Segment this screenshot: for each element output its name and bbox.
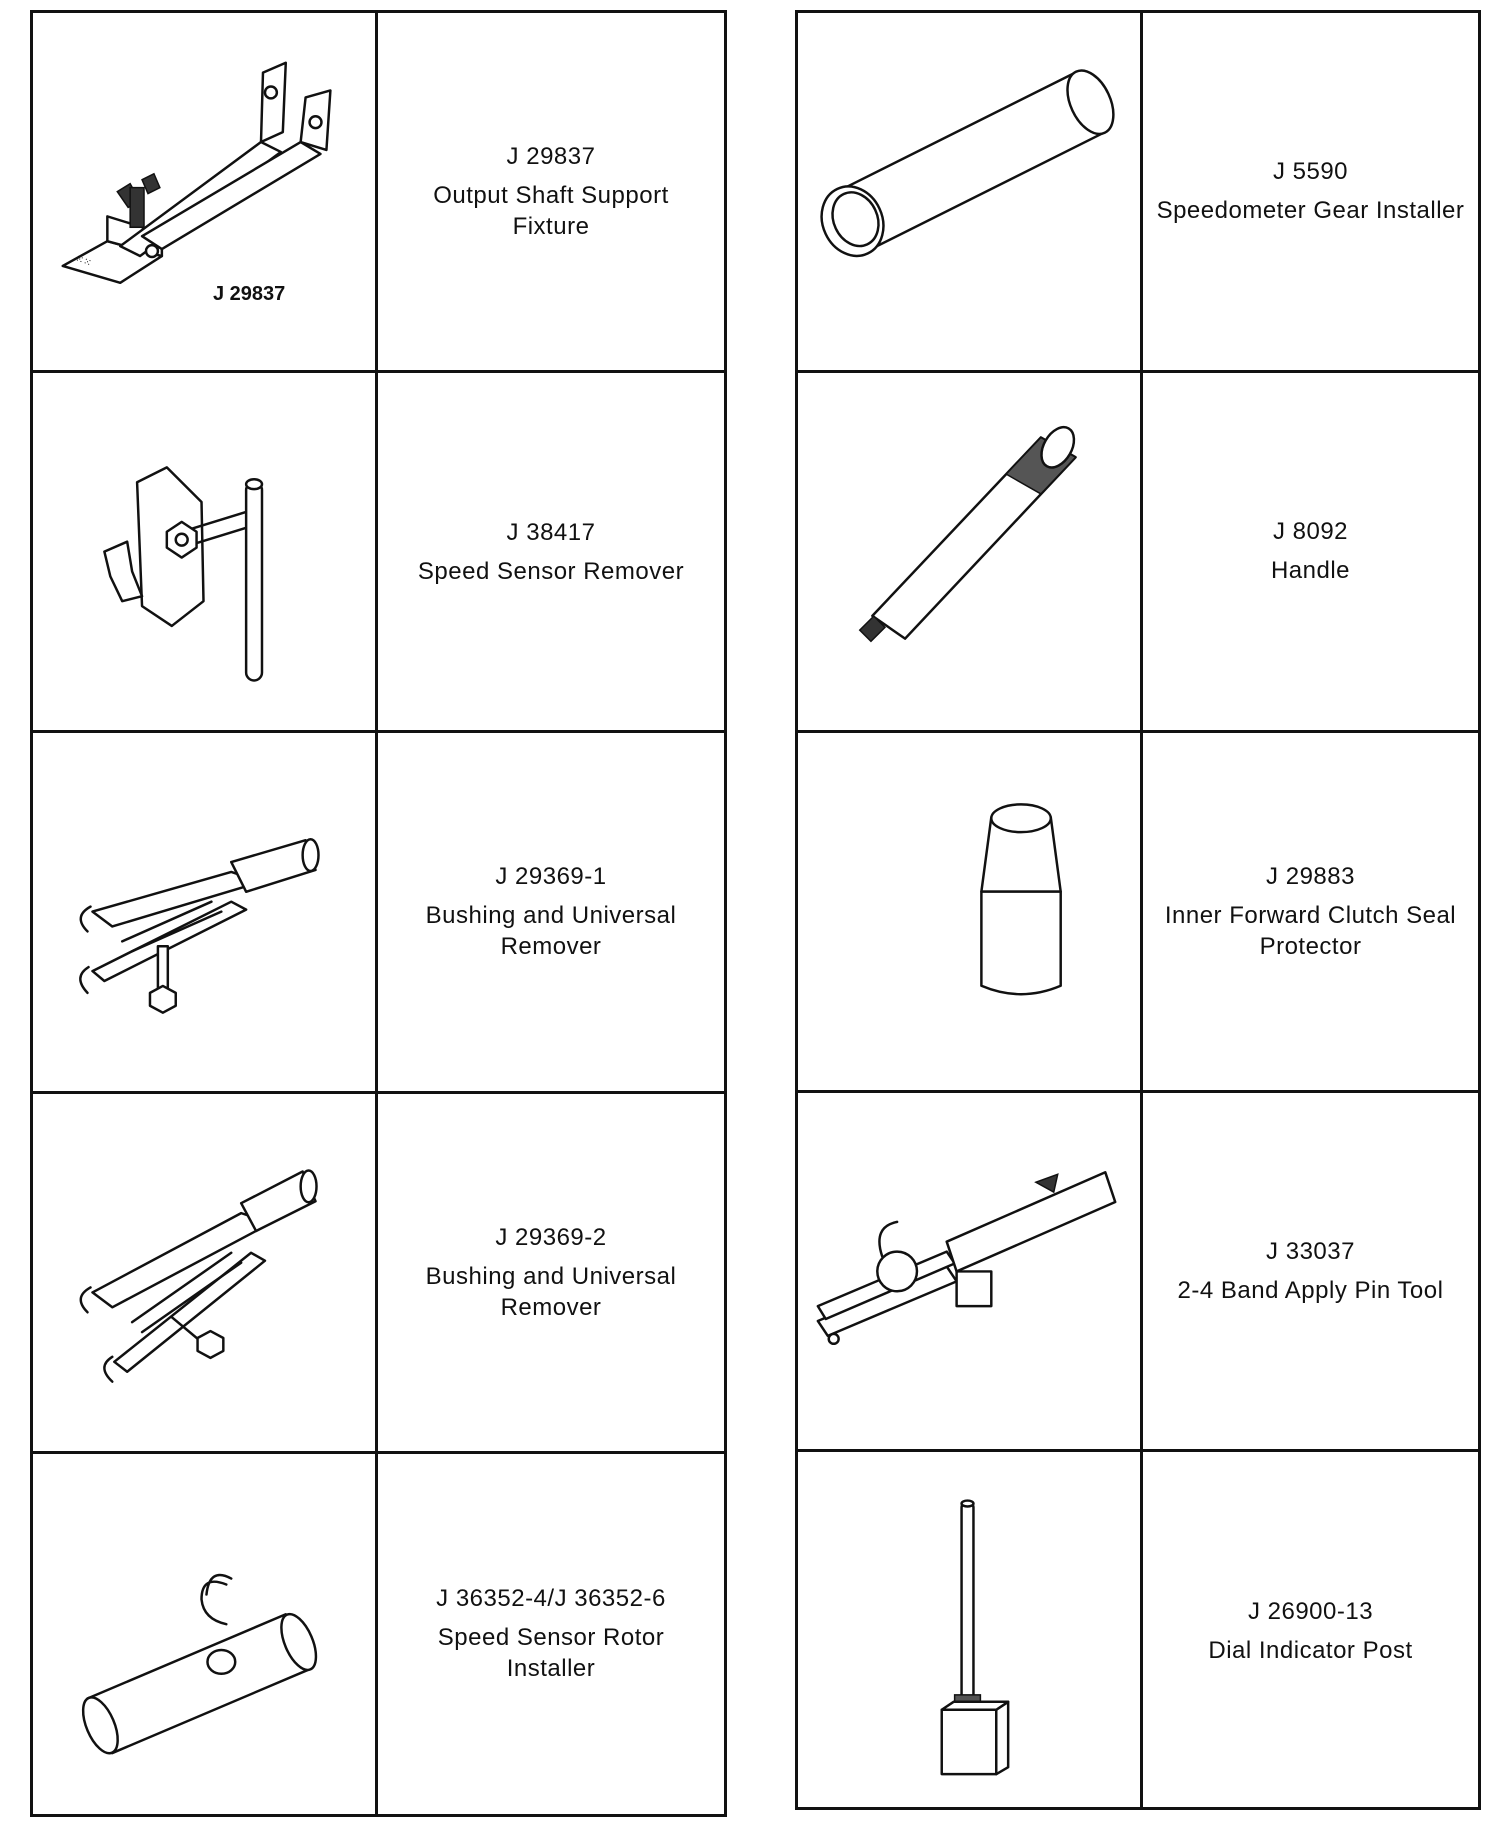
- dial-indicator-post-icon: [798, 1452, 1140, 1809]
- tool-description-cell: [378, 373, 724, 733]
- tool-image-cell: [798, 1452, 1143, 1809]
- tool-image-cell: [33, 1094, 378, 1454]
- tool-number: J 29369-1: [495, 863, 607, 891]
- tool-description-cell: [1143, 13, 1478, 373]
- tool-description-cell: [378, 13, 724, 373]
- tool-name: Handle: [1270, 557, 1351, 585]
- output-shaft-support-fixture-icon: [33, 13, 375, 370]
- band-apply-pin-tool-icon: [798, 1093, 1140, 1450]
- bushing-universal-remover-icon: [33, 1094, 375, 1451]
- speed-sensor-rotor-installer-icon: [33, 1454, 375, 1814]
- tool-number: J 29883: [1266, 862, 1355, 890]
- tool-image-cell: [33, 733, 378, 1093]
- tool-image-cell: [798, 1093, 1143, 1453]
- tool-image-cell: [33, 373, 378, 733]
- tool-description-cell: [378, 1454, 724, 1814]
- svg-text:⁙⁙: ⁙⁙: [73, 253, 93, 270]
- tool-name: Dial Indicator Post: [1208, 1636, 1413, 1664]
- tool-name: Inner Forward Clutch Seal Protector: [1164, 901, 1457, 960]
- left-tool-table: [30, 10, 727, 1817]
- tool-number: J 33037: [1266, 1238, 1355, 1265]
- tool-image-cell: [798, 733, 1143, 1093]
- tool-number: J 38417: [506, 518, 596, 546]
- tool-number: J 8092: [1272, 518, 1349, 546]
- tool-description-cell: [1143, 733, 1478, 1093]
- tool-name: Bushing and Universal Remover: [425, 1262, 677, 1321]
- speed-sensor-remover-icon: [33, 373, 375, 730]
- tool-number: J 29837: [506, 143, 596, 171]
- tool-name: Output Shaft Support Fixture: [433, 182, 669, 241]
- tool-description-cell: [1143, 1093, 1478, 1453]
- tool-number: J 26900-13: [1247, 1597, 1374, 1625]
- tool-name: Speedometer Gear Installer: [1156, 197, 1465, 225]
- tool-name: Bushing and Universal Remover: [425, 902, 677, 961]
- tool-description-cell: [1143, 373, 1478, 733]
- right-tool-table: [795, 10, 1481, 1810]
- tool-image-cell: [33, 13, 378, 373]
- tool-description-cell: [1143, 1452, 1478, 1809]
- tool-image-cell: [33, 1454, 378, 1814]
- tool-description-cell: [378, 1094, 724, 1454]
- tool-image-cell: [798, 13, 1143, 373]
- clutch-seal-protector-icon: [798, 733, 1140, 1090]
- tool-description-cell: [378, 733, 724, 1093]
- tool-name: 2-4 Band Apply Pin Tool: [1177, 1277, 1444, 1304]
- bushing-universal-remover-icon: [33, 733, 375, 1090]
- tool-number: J 36352-4/J 36352-6: [436, 1585, 666, 1613]
- handle-icon: [798, 373, 1140, 730]
- tool-number: J 5590: [1272, 158, 1349, 186]
- tool-name: Speed Sensor Rotor Installer: [437, 1624, 665, 1683]
- tool-image-cell: [798, 373, 1143, 733]
- tool-number: J 29369-2: [495, 1223, 607, 1251]
- tool-name: Speed Sensor Remover: [417, 557, 685, 585]
- tool-image-label: J 29837: [213, 283, 286, 305]
- speedometer-gear-installer-icon: [798, 13, 1140, 370]
